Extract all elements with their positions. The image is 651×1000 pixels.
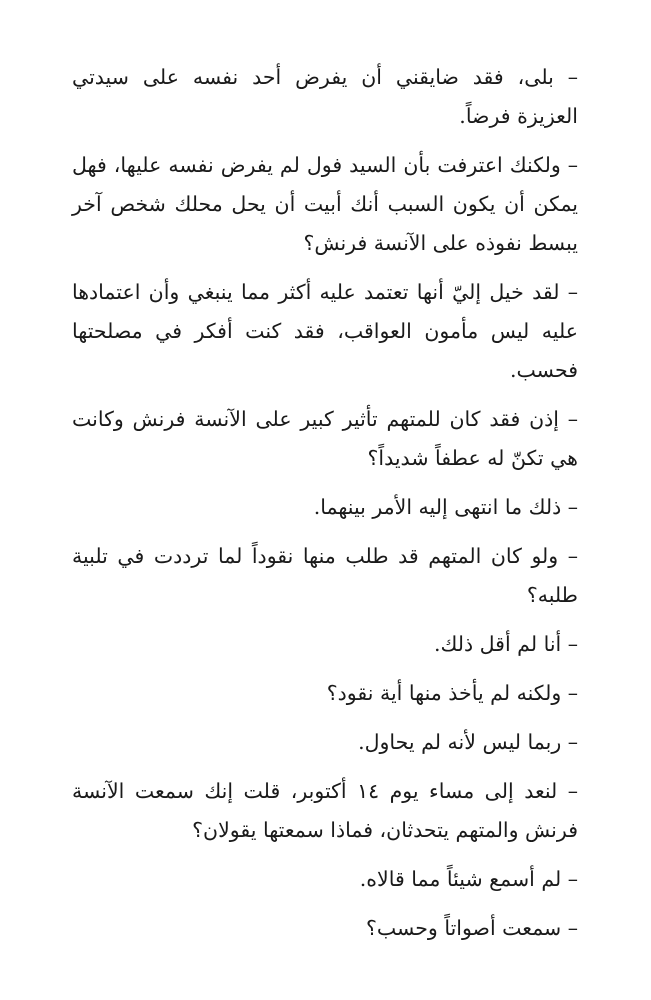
paragraph: – لنعد إلى مساء يوم ١٤ أكتوبر، قلت إنك سمعت الآنسة فرنش والمتهم يتحدثان، فماذا سمعتها يقولان؟	[72, 779, 578, 842]
paragraph: – لم أسمع شيئاً مما قالاه.	[359, 867, 578, 891]
paragraph: – أنا لم أقل ذلك.	[433, 632, 578, 656]
paragraph: – ربما ليس لأنه لم يحاول.	[358, 730, 578, 754]
document-page	[72, 58, 578, 958]
paragraph: – ذلك ما انتهى إليه الأمر بينهما.	[313, 495, 578, 519]
paragraph: – بلى، فقد ضايقني أن يفرض أحد نفسه على سيدتي العزيزة فرضاً.	[72, 65, 578, 128]
paragraph: – ولكنه لم يأخذ منها أية نقود؟	[326, 681, 578, 705]
paragraph: – سمعت أصواتاً وحسب؟	[365, 916, 578, 940]
paragraph: – ولكنك اعترفت بأن السيد فول لم يفرض نفسه عليها، فهل يمكن أن يكون السبب أنك أبيت أن يحل محلك شخص آخر يبسط نفوذه على الآنسة فرنش؟	[72, 153, 578, 255]
paragraph: – إذن فقد كان للمتهم تأثير كبير على الآنسة فرنش وكانت هي تكنّ له عطفاً شديداً؟	[72, 407, 578, 470]
paragraph: – لقد خيل إليّ أنها تعتمد عليه أكثر مما ينبغي وأن اعتمادها عليه ليس مأمون العواقب، فقد كنت أفكر في مصلحتها فحسب.	[72, 280, 578, 382]
paragraph: – ولو كان المتهم قد طلب منها نقوداً لما ترددت في تلبية طلبه؟	[72, 544, 578, 607]
